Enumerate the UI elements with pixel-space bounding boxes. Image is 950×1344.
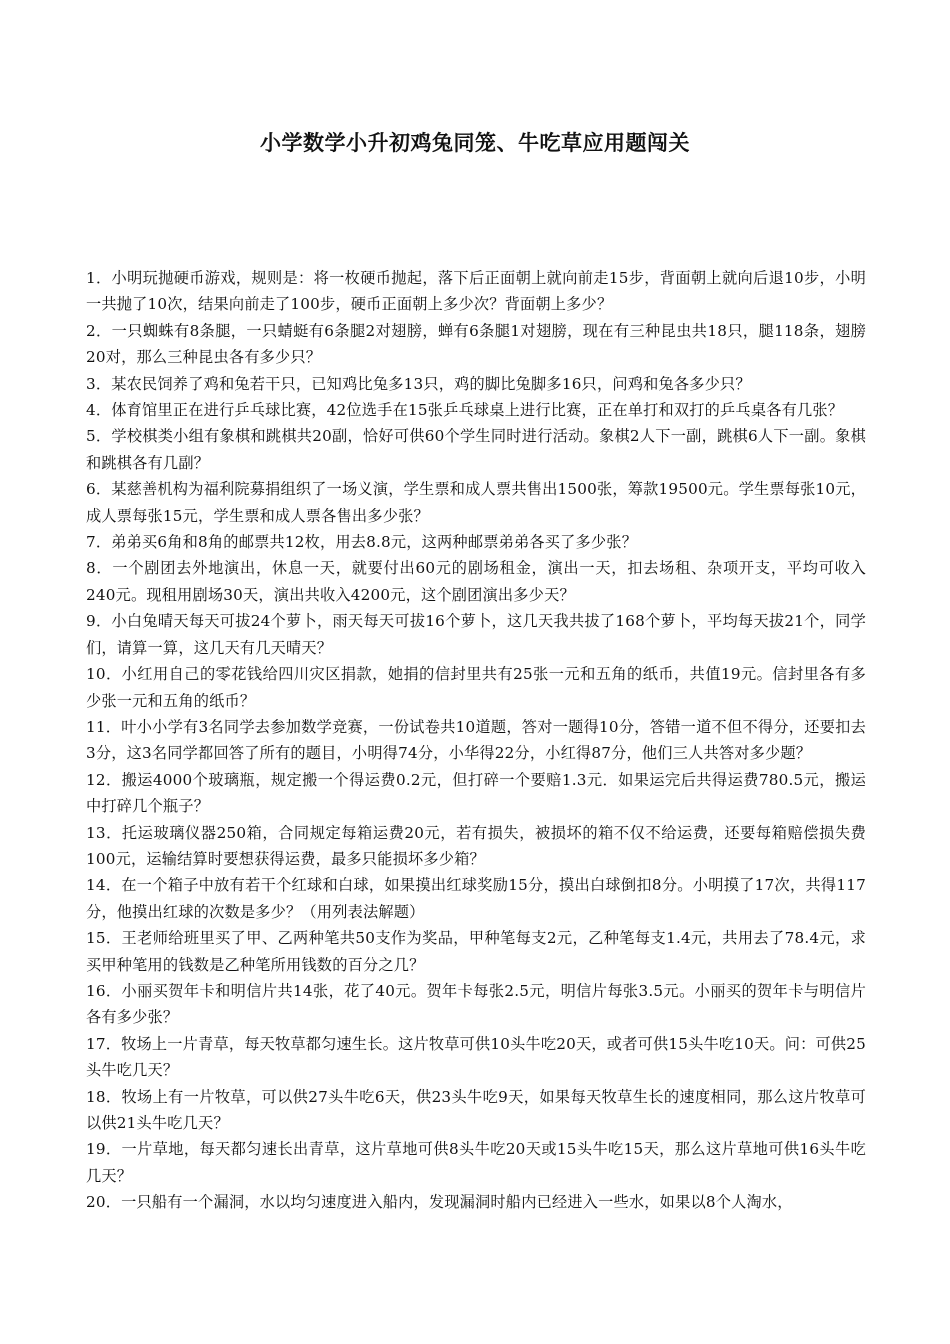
problem-list bbox=[86, 265, 866, 1216]
problem-19: 19．一片草地，每天都匀速长出青草，这片草地可供8头牛吃20天或15头牛吃15天，那么这片草地可供16头牛吃几天？ bbox=[86, 1140, 866, 1185]
problem-3: 3．某农民饲养了鸡和兔若干只，已知鸡比兔多13只，鸡的脚比兔脚多16只，问鸡和兔各多少只？ bbox=[86, 374, 751, 393]
problem-5: 5．学校棋类小组有象棋和跳棋共20副，恰好可供60个学生同时进行活动。象棋2人下一副，跳棋6人下一副。象棋和跳棋各有几副？ bbox=[86, 427, 866, 472]
problem-7: 7．弟弟买6角和8角的邮票共12枚，用去8.8元，这两种邮票弟弟各买了多少张？ bbox=[86, 533, 638, 552]
page-title: 小学数学小升初鸡兔同笼、牛吃草应用题闯关 bbox=[260, 131, 690, 155]
problem-16: 16．小丽买贺年卡和明信片共14张，花了40元。贺年卡每张2.5元，明信片每张3.5元。小丽买的贺年卡与明信片各有多少张？ bbox=[86, 981, 866, 1027]
problem-14: 14．在一个箱子中放有若干个红球和白球，如果摸出红球奖励15分，摸出白球倒扣8分。小明摸了17次，共得117分，他摸出红球的次数是多少？（用列表法解题） bbox=[86, 876, 866, 921]
problem-15: 15．王老师给班里买了甲、乙两种笔共50支作为奖品，甲种笔每支2元，乙种笔每支1.4元，共用去了78.4元，求买甲种笔用的钱数是乙种笔所用钱数的百分之几？ bbox=[86, 929, 866, 974]
problem-9: 9．小白兔晴天每天可拔24个萝卜，雨天每天可拔16个萝卜，这几天我共拔了168个萝卜，平均每天拔21个，同学们，请算一算，这几天有几天晴天？ bbox=[86, 612, 866, 657]
problem-18: 18．牧场上有一片牧草，可以供27头牛吃6天，供23头牛吃9天，如果每天牧草生长的速度相同，那么这片牧草可以供21头牛吃几天？ bbox=[86, 1087, 866, 1132]
problem-17: 17．牧场上一片青草，每天牧草都匀速生长。这片牧草可供10头牛吃20天，或者可供15头牛吃10天。问：可供25头牛吃几天？ bbox=[86, 1034, 867, 1080]
problem-4: 4．体育馆里正在进行乒乓球比赛，42位选手在15张乒乓球桌上进行比赛，正在单打和双打的乒乓桌各有几张？ bbox=[86, 401, 844, 420]
problem-10: 10．小红用自己的零花钱给四川灾区捐款，她捐的信封里共有25张一元和五角的纸币，共值19元。信封里各有多少张一元和五角的纸币？ bbox=[86, 665, 866, 710]
problem-1: 1．小明玩抛硬币游戏，规则是：将一枚硬币抛起，落下后正面朝上就向前走15步，背面朝上就向后退10步，小明一共抛了10次，结果向前走了100步，硬币正面朝上多少次？背面朝上多少？ bbox=[86, 269, 866, 314]
problem-12: 12．搬运4000个玻璃瓶，规定搬一个得运费0.2元，但打碎一个要赔1.3元．如果运完后共得运费780.5元，搬运中打碎几个瓶子？ bbox=[86, 770, 866, 816]
problem-20: 20．一只船有一个漏洞，水以均匀速度进入船内，发现漏洞时船内已经进入一些水，如果以8个人淘水， bbox=[86, 1193, 793, 1212]
problem-2: 2．一只蜘蛛有8条腿，一只蜻蜓有6条腿2对翅膀，蝉有6条腿1对翅膀，现在有三种昆虫共18只，腿118条，翅膀20对，那么三种昆虫各有多少只？ bbox=[86, 321, 866, 367]
problem-8: 8．一个剧团去外地演出，休息一天，就要付出60元的剧场租金，演出一天，扣去场租、杂项开支，平均可收入240元。现租用剧场30天，演出共收入4200元，这个剧团演出多少天？ bbox=[86, 559, 866, 604]
problem-13: 13．托运玻璃仪器250箱，合同规定每箱运费20元，若有损失，被损坏的箱不仅不给运费，还要每箱赔偿损失费100元，运输结算时要想获得运费，最多只能损坏多少箱？ bbox=[86, 823, 866, 868]
problem-11: 11．叶小小学有3名同学去参加数学竞赛，一份试卷共10道题，答对一题得10分，答错一道不但不得分，还要扣去3分，这3名同学都回答了所有的题目，小明得74分，小华得22分，小红得87分，他们三人共答对多少题？ bbox=[86, 717, 866, 763]
problem-6: 6．某慈善机构为福利院募捐组织了一场义演，学生票和成人票共售出1500张，筹款19500元。学生票每张10元，成人票每张15元，学生票和成人票各售出多少张？ bbox=[86, 480, 867, 525]
